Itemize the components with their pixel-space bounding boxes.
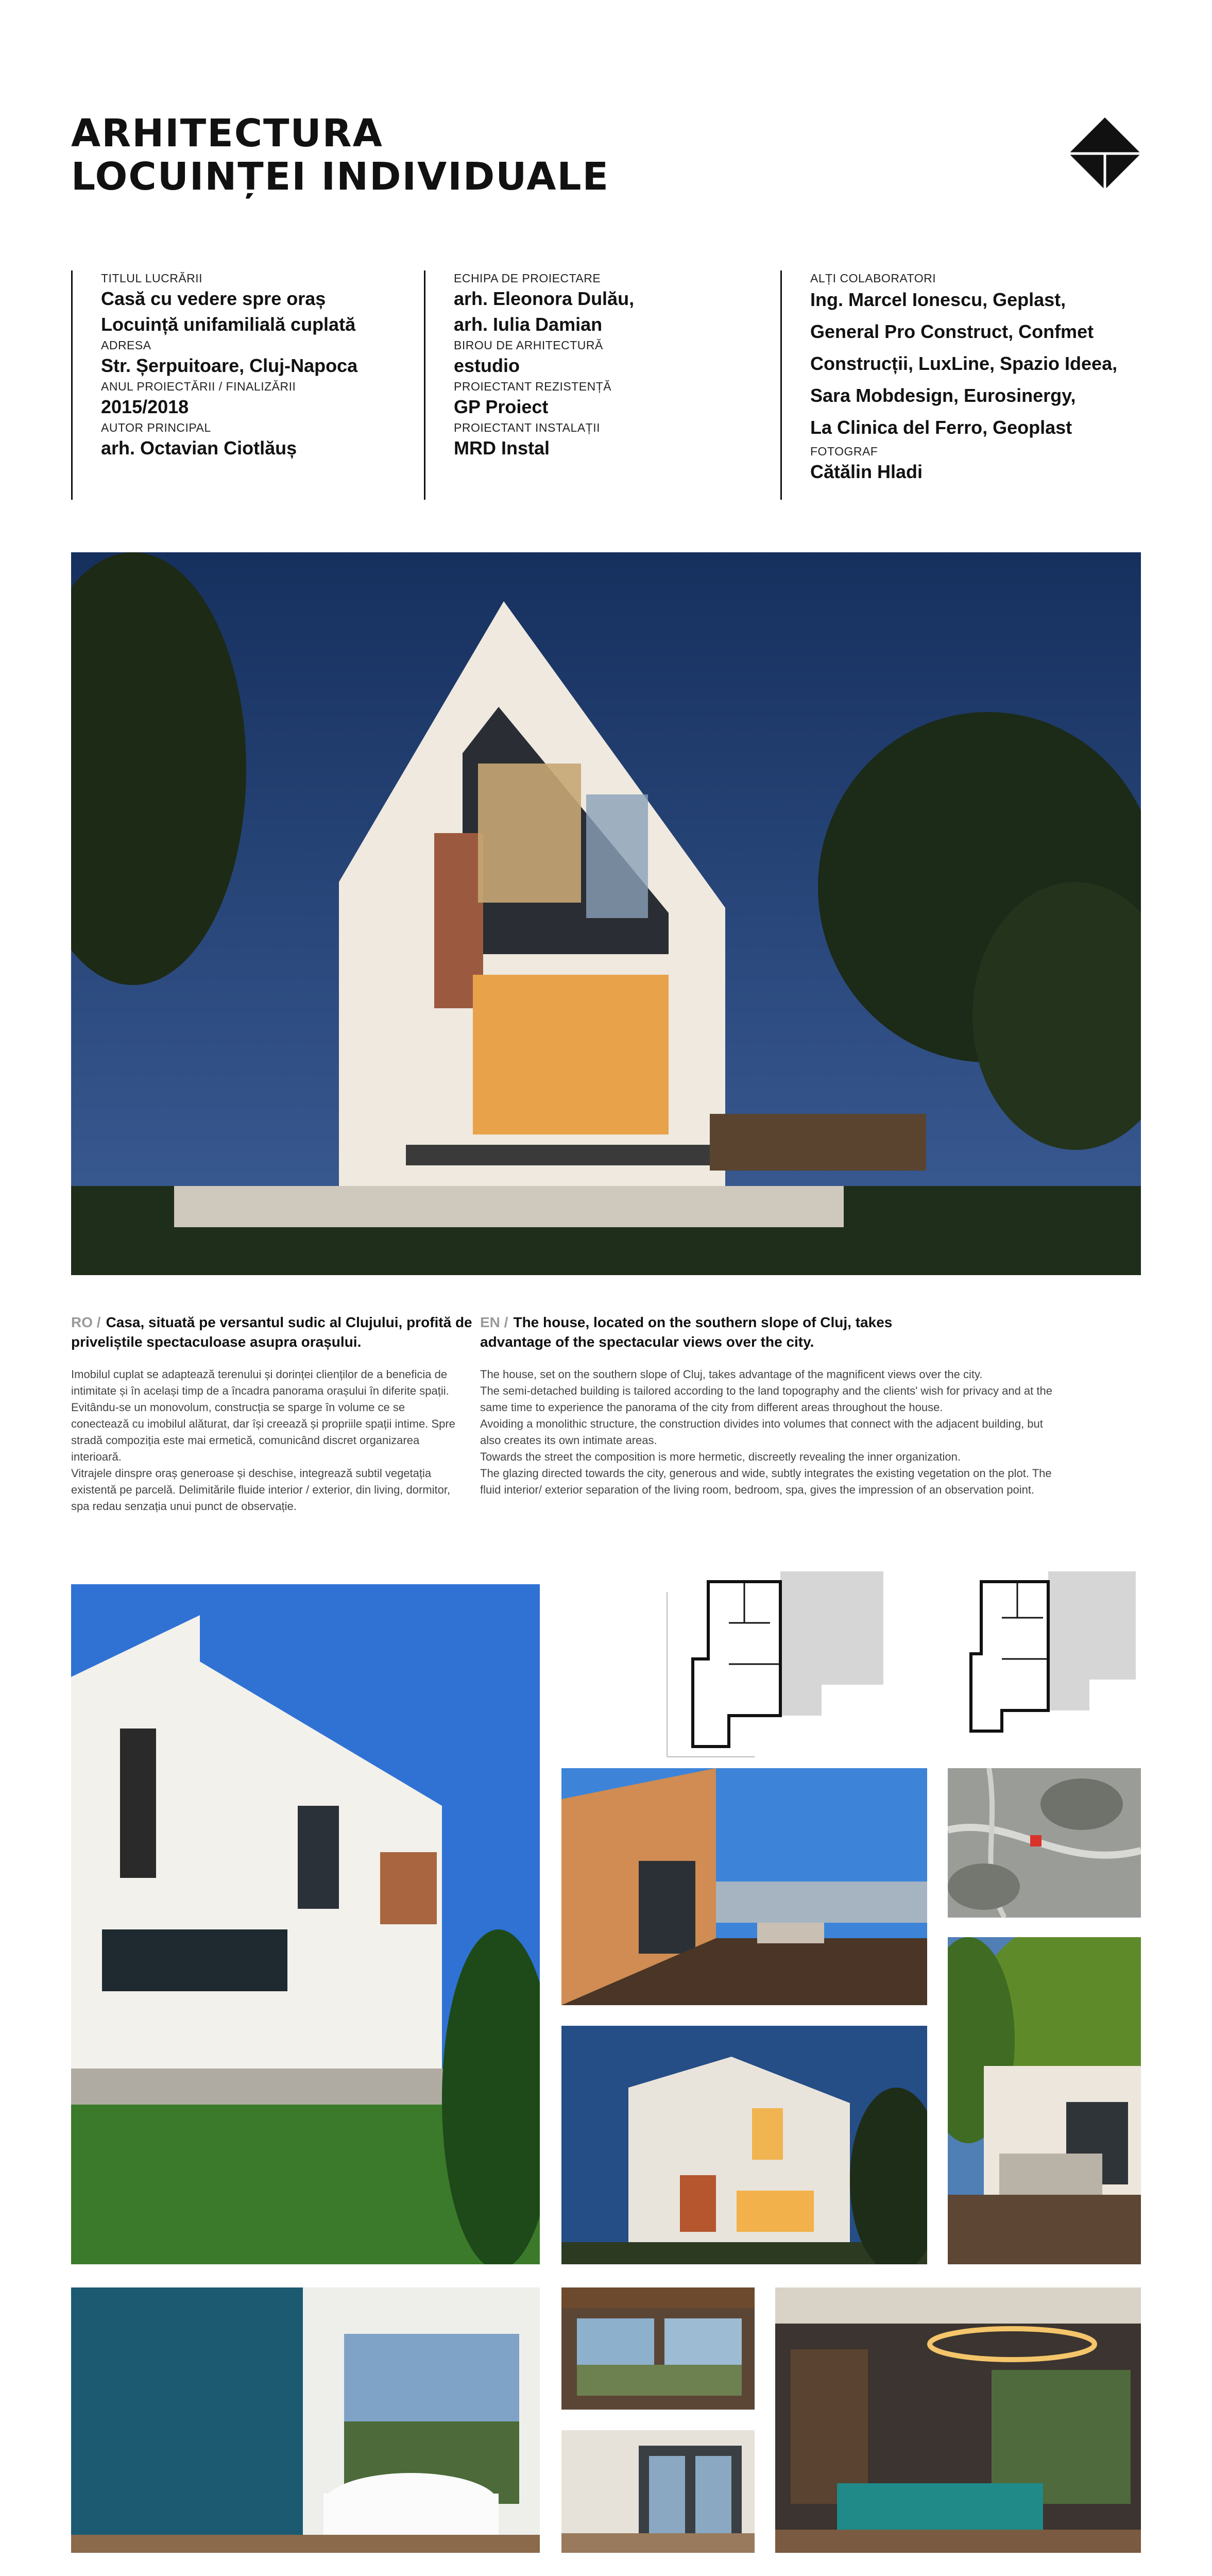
collaborators-line-5: La Clinica del Ferro, Geoplast bbox=[810, 417, 1072, 438]
author-label: AUTOR PRINCIPAL bbox=[101, 421, 211, 434]
office-label: BIROU DE ARHITECTURĂ bbox=[454, 338, 603, 352]
installations-label: PROIECTANT INSTALAȚII bbox=[454, 421, 600, 434]
hero-photo-dusk-exterior bbox=[71, 552, 1141, 1275]
ro-paragraph: Evitându-se un monovolum, construcția se sparge în volume ce se conectează cu imobilul alăturat, dar își creează și propriile spații intime. Spre stradă compoziția este mai ermetică, comunicând discret organizarea interioară. bbox=[71, 1401, 455, 1463]
ro-tag: RO / bbox=[71, 1314, 101, 1330]
en-lead bbox=[480, 1313, 908, 1352]
ro-paragraph: Imobilul cuplat se adaptează terenului și dorinței clienților de a beneficia de intimitate și în același timp de a încadra panorama orașului în diferite spații. bbox=[71, 1368, 449, 1397]
ro-body bbox=[71, 1366, 463, 1515]
column-divider bbox=[424, 270, 425, 500]
photo-street-facade bbox=[71, 1584, 540, 2264]
title-label: TITLUL LUCRĂRII bbox=[101, 272, 203, 285]
en-paragraph: The house, set on the southern slope of Cluj, takes advantage of the magnificent views over the city. bbox=[480, 1368, 983, 1381]
en-paragraph: Towards the street the composition is more hermetic, discreetly revealing the inner organization. bbox=[480, 1450, 961, 1463]
team-value-1: arh. Eleonora Dulău, bbox=[454, 288, 635, 309]
year-label: ANUL PROIECTĂRII / FINALIZĂRII bbox=[101, 380, 296, 393]
year-value: 2015/2018 bbox=[101, 396, 189, 417]
en-paragraph: The semi-detached building is tailored according to the land topography and the clients' wish for privacy and at the same time to experience the panorama of the city from different areas throughout the house. bbox=[480, 1384, 1052, 1414]
floor-plan-1 bbox=[652, 1561, 894, 1767]
page-title-line-1: ARHITECTURA bbox=[71, 111, 383, 156]
collaborators-line-2: General Pro Construct, Confmet bbox=[810, 321, 1094, 342]
collaborators-label: ALȚI COLABORATORI bbox=[810, 272, 936, 285]
en-lead-text: The house, located on the southern slope of Cluj, takes advantage of the spectacular views over the city. bbox=[480, 1314, 893, 1350]
page-title-line-2: LOCUINȚEI INDIVIDUALE bbox=[71, 155, 610, 199]
column-divider bbox=[780, 270, 782, 500]
photo-terrace-shower bbox=[561, 1768, 927, 2005]
office-value: estudio bbox=[454, 355, 520, 376]
ro-paragraph: Vitrajele dinspre oraș generoase și deschise, integrează subtil vegetația existentă pe parcelă. Delimitările fluide interior / exterior, din living, dormitor, spa redau senzația unui punct de observație. bbox=[71, 1467, 451, 1513]
structural-label: PROIECTANT REZISTENȚĂ bbox=[454, 380, 612, 393]
structural-value: GP Proiect bbox=[454, 396, 549, 417]
photo-aerial-site-map bbox=[948, 1768, 1141, 1918]
title-value-1: Casă cu vedere spre oraș bbox=[101, 288, 326, 309]
title-value-2: Locuință unifamilială cuplată bbox=[101, 314, 356, 335]
photo-interior-window bbox=[561, 2287, 755, 2410]
column-divider bbox=[71, 270, 73, 500]
en-tag: EN / bbox=[480, 1314, 508, 1330]
address-label: ADRESA bbox=[101, 338, 151, 352]
address-value: Str. Șerpuitoare, Cluj-Napoca bbox=[101, 355, 358, 376]
collaborators-line-1: Ing. Marcel Ionescu, Geplast, bbox=[810, 289, 1066, 310]
team-value-2: arh. Iulia Damian bbox=[454, 314, 603, 335]
photo-rear-facade-dusk bbox=[561, 2026, 927, 2264]
en-paragraph: The glazing directed towards the city, generous and wide, subtly integrates the existing vegetation on the plot. The fluid interior/ exterior separation of the living room, bedroom, spa, gives the impression of an observation point. bbox=[480, 1467, 1052, 1496]
info-column-2 bbox=[424, 270, 754, 461]
ro-lead-text: Casa, situată pe versantul sudic al Clujului, profită de priveliștile spectaculoase asupra orașului. bbox=[71, 1314, 472, 1350]
photo-garden-terrace bbox=[948, 1937, 1141, 2264]
info-column-1 bbox=[71, 270, 401, 461]
photo-living-room bbox=[775, 2287, 1141, 2553]
en-body bbox=[480, 1366, 1062, 1498]
author-value: arh. Octavian Ciotlăuș bbox=[101, 437, 297, 459]
photographer-label: FOTOGRAF bbox=[810, 445, 878, 458]
collaborators-line-4: Sara Mobdesign, Eurosinergy, bbox=[810, 385, 1076, 406]
batra-diamond-logo-icon bbox=[1069, 117, 1141, 190]
photo-interior-hall bbox=[561, 2430, 755, 2553]
ro-lead bbox=[71, 1313, 499, 1352]
info-column-3 bbox=[780, 270, 1151, 485]
floor-plan-2 bbox=[945, 1561, 1141, 1767]
photo-bathroom-tub bbox=[71, 2287, 540, 2553]
photographer-value: Cătălin Hladi bbox=[810, 461, 923, 482]
team-label: ECHIPA DE PROIECTARE bbox=[454, 272, 601, 285]
en-paragraph: Avoiding a monolithic structure, the construction divides into volumes that connect with the adjacent building, but also creates its own intimate areas. bbox=[480, 1417, 1043, 1447]
installations-value: MRD Instal bbox=[454, 437, 550, 459]
collaborators-line-3: Construcții, LuxLine, Spazio Ideea, bbox=[810, 353, 1118, 374]
